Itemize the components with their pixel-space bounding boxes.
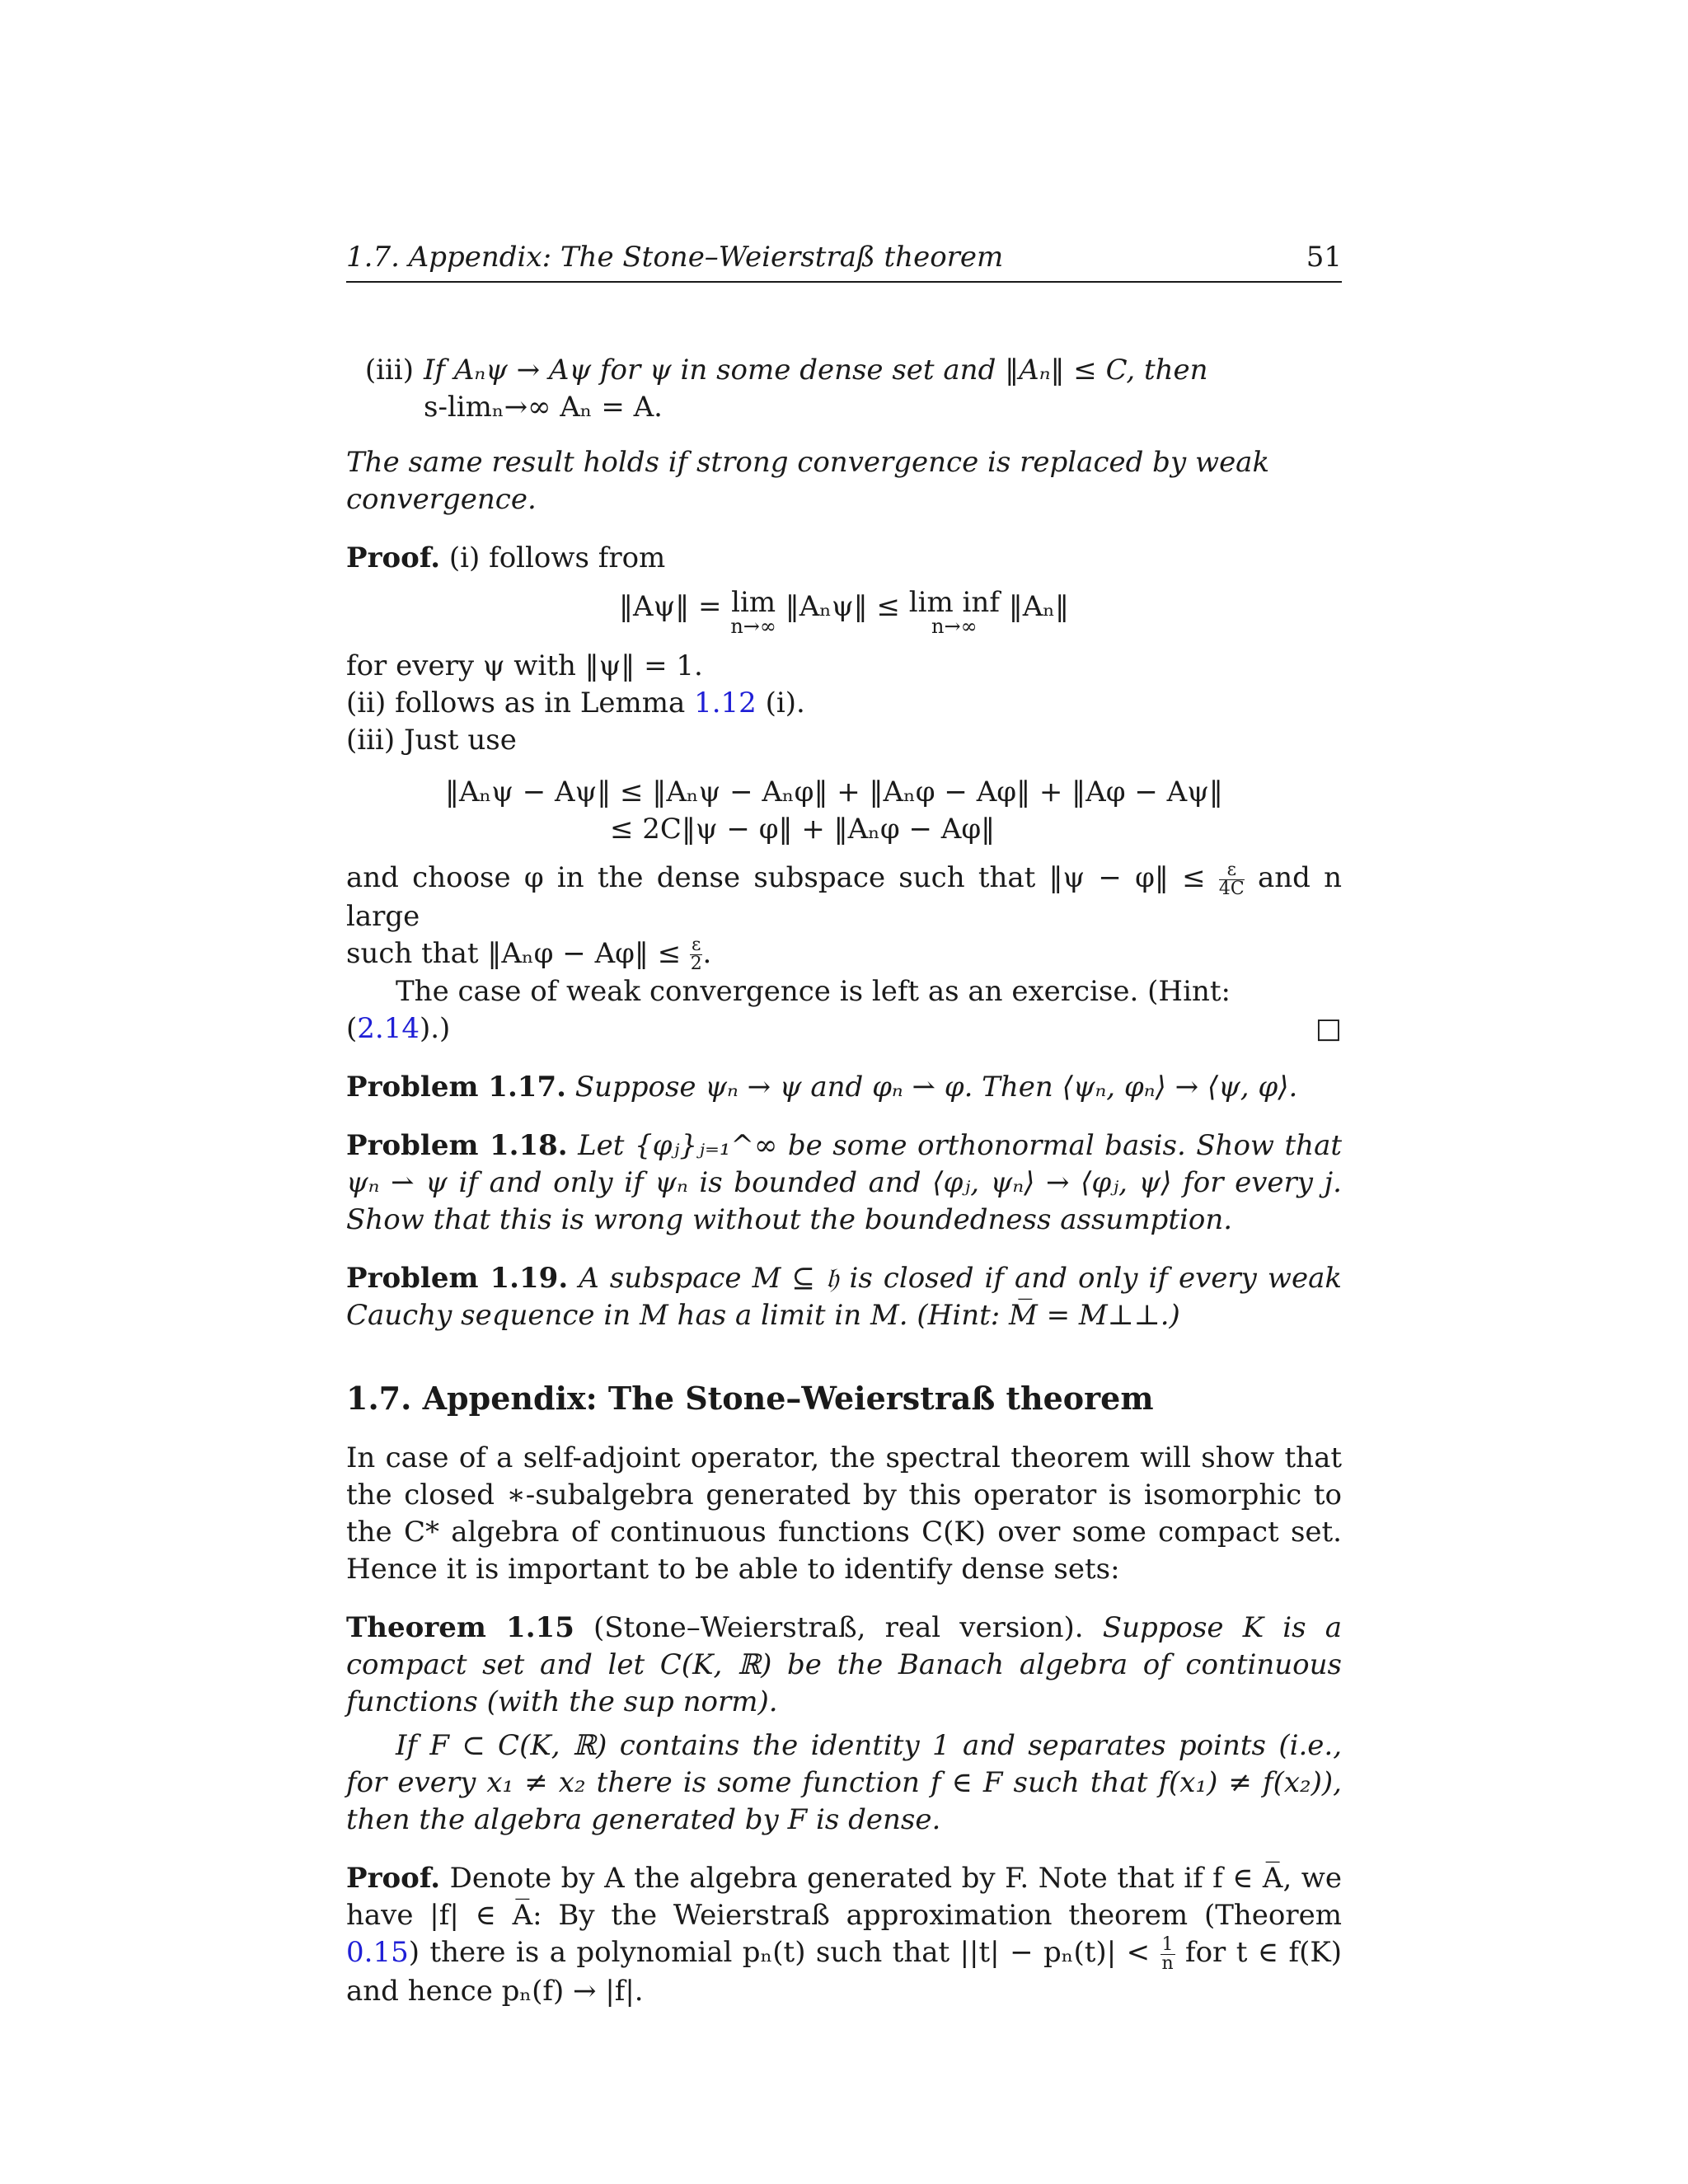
page-number: 51 <box>1306 241 1342 274</box>
item-text-line1: If Aₙψ → Aψ for ψ in some dense set and ‖Aₙ‖ ≤ C, then <box>424 354 1208 387</box>
proof-block-2: Proof. Denote by A the algebra generated by F. Note that if f ∈ A̅, we have |f| ∈ A̅: By the Weierstraß approximation theorem (Theorem 0.15) there is a polynomial pₙ(t) such that ||t| − pₙ(t)| < $\frac{1}{n}$ for t ∈ f(K) and hence pₙ(f) → |f|. <box>346 1862 1342 2008</box>
proof-weak-case: The case of weak convergence is left as an exercise. (Hint: (2.14).) □ <box>346 973 1342 1047</box>
item-text-line2: s-limₙ→∞ Aₙ = A. <box>424 391 663 424</box>
theorem-paren: (Stone–Weierstraß, real version). <box>574 1611 1084 1644</box>
proof-line-ii: (ii) follows as in Lemma 1.12 (i). <box>346 687 805 719</box>
proof-intro: (i) follows from <box>448 541 666 574</box>
equation-link[interactable]: 2.14 <box>357 1012 420 1045</box>
lim-operator: lim n→∞ <box>730 586 776 638</box>
fraction-eps-4c: $\frac{\varepsilon}{4C}$ <box>1218 859 1245 899</box>
problem-1-19: Problem 1.19. A subspace M ⊆ 𝔥 is closed if and only if every weak Cauchy sequence in M has a limit in M. (Hint: M̅ = M⊥⊥.) <box>346 1262 1343 1332</box>
theorem-label: Theorem 1.15 <box>346 1611 574 1644</box>
proof-choose-line: and choose φ in the dense subspace such that ‖ψ − φ‖ ≤ $\frac{\varepsilon}{4C}$ and n large <box>346 859 1342 933</box>
theorem-statement-2: If F ⊂ C(K, ℝ) contains the identity 1 and separates points (i.e., for every x₁ ≠ x₂ there is some function f ∈ F such that f(x₁) ≠ f(x₂)), then the algebra generated by F is dense. <box>346 1729 1342 1836</box>
theorem-link[interactable]: 0.15 <box>346 1936 409 1969</box>
weak-convergence-note: The same result holds if strong convergence is replaced by weak convergence. <box>346 446 1270 516</box>
fraction-eps-2: $\frac{\varepsilon}{2}$ <box>690 935 702 974</box>
problem-1-18: Problem 1.18. Let {φⱼ}ⱼ₌₁^∞ be some orthonormal basis. Show that ψₙ ⇀ ψ if and only if ψₙ is bounded and ⟨φⱼ, ψₙ⟩ → ⟨φⱼ, ψ⟩ for every j. Show that this is wrong without the boundedness assumption. <box>346 1129 1343 1236</box>
proof-line-iii: (iii) Just use <box>346 724 517 757</box>
equation-line-1: ‖Aₙψ − Aψ‖ ≤ ‖Aₙψ − Aₙφ‖ + ‖Aₙφ − Aφ‖ + ‖Aφ − Aψ‖ <box>445 776 1223 808</box>
item-text <box>424 352 1208 426</box>
proof-label: Proof. <box>346 541 441 574</box>
equation-triangle-inequality <box>445 774 1342 848</box>
proof-line-every: for every ψ with ‖ψ‖ = 1. <box>346 649 703 682</box>
qed-symbol: □ <box>1315 1012 1342 1045</box>
section-intro: In case of a self-adjoint operator, the spectral theorem will show that the closed ∗-subalgebra generated by this operator is isomorphic to the C* algebra of continuous functions C(K) over some compact set. Hence it is important to be able to identify dense sets: <box>346 1441 1342 1586</box>
equation-norm-limit: ‖Aψ‖ = lim n→∞ ‖Aₙψ‖ ≤ lim inf n→∞ ‖Aₙ‖ <box>619 586 1069 638</box>
list-item-iii <box>346 352 1342 426</box>
proof-such-line: such that ‖Aₙφ − Aφ‖ ≤ $\frac{\varepsilon}{2}$ . <box>346 935 712 974</box>
proof-label: Proof. <box>346 1862 441 1895</box>
equation-line-2: ≤ 2C‖ψ − φ‖ + ‖Aₙφ − Aφ‖ <box>610 813 996 846</box>
section-title: 1.7. Appendix: The Stone–Weierstraß theorem <box>346 1380 1154 1417</box>
fraction-1-n: $\frac{1}{n}$ <box>1161 1933 1174 1974</box>
liminf-operator: lim inf n→∞ <box>908 586 1000 638</box>
page <box>346 239 1342 2010</box>
theorem-statement: Suppose K is a compact set and let C(K, ℝ) be the Banach algebra of continuous functions (with the sup norm). <box>346 1611 1343 1718</box>
lemma-link[interactable]: 1.12 <box>694 687 757 719</box>
theorem-1-15 <box>346 1610 1342 1721</box>
header-title: 1.7. Appendix: The Stone–Weierstraß theorem <box>346 241 1004 274</box>
item-label: (iii) <box>364 354 414 387</box>
running-header <box>346 239 1342 283</box>
problem-1-17: Problem 1.17. Suppose ψₙ → ψ and φₙ ⇀ φ. Then ⟨ψₙ, φₙ⟩ → ⟨ψ, φ⟩. <box>346 1071 1298 1104</box>
proof-block-1 <box>346 540 1342 1047</box>
